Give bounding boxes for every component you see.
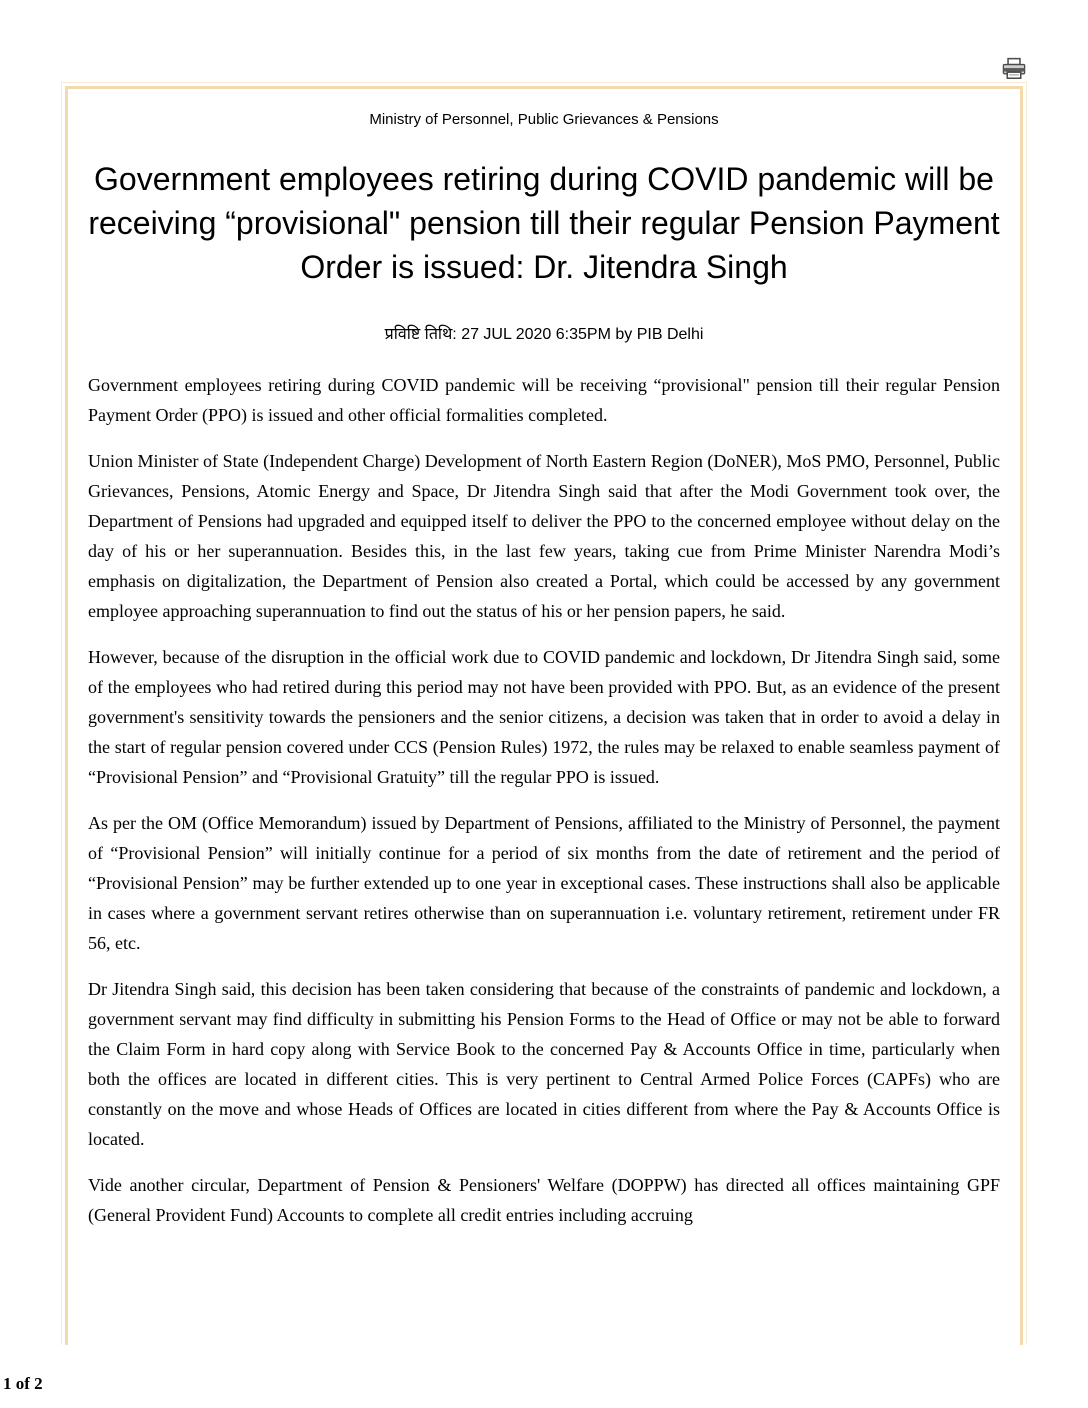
- dateline: प्रविष्टि तिथि: 27 JUL 2020 6:35PM by PIB Delhi: [384, 326, 704, 343]
- frame-border-outer: [61, 82, 1027, 1345]
- article-body: [88, 370, 1000, 1230]
- page-title: Government employees retiring during COVID pandemic will be receiving “provisional" pension till their regular Pension Payment Order is issued: Dr. Jitendra Singh: [88, 161, 1000, 285]
- body-paragraph: Vide another circular, Department of Pension & Pensioners' Welfare (DOPPW) has directed all offices maintaining GPF (General Provident Fund) Accounts to complete all credit entries including accruing: [88, 1175, 1000, 1225]
- ministry-label: Ministry of Personnel, Public Grievances & Pensions: [369, 111, 719, 128]
- print-button[interactable]: [1000, 57, 1028, 85]
- body-paragraph: Government employees retiring during COVID pandemic will be receiving “provisional" pension till their regular Pension Payment Order (PPO) is issued and other official formalities completed.: [88, 375, 1000, 425]
- body-paragraph: Dr Jitendra Singh said, this decision has been taken considering that because of the constraints of pandemic and lockdown, a government servant may find difficulty in submitting his Pension Forms to the Head of Office or may not be able to forward the Claim Form in hard copy along with Service Book to the concerned Pay & Accounts Office in time, particularly when both the offices are located in different cities. This is very pertinent to Central Armed Police Forces (CAPFs) who are constantly on the move and whose Heads of Offices are located in cities different from where the Pay & Accounts Office is located.: [88, 979, 1000, 1149]
- body-paragraph: As per the OM (Office Memorandum) issued by Department of Pensions, affiliated to the Ministry of Personnel, the payment of “Provisional Pension” will initially continue for a period of six months from the date of retirement and the period of “Provisional Pension” may be further extended up to one year in exceptional cases. These instructions shall also be applicable in cases where a government servant retires otherwise than on superannuation i.e. voluntary retirement, retirement under FR 56, etc.: [88, 813, 1000, 953]
- body-paragraph: Union Minister of State (Independent Charge) Development of North Eastern Region (DoNER), MoS PMO, Personnel, Public Grievances, Pensions, Atomic Energy and Space, Dr Jitendra Singh said that after the Modi Government took over, the Department of Pensions had upgraded and equipped itself to deliver the PPO to the concerned employee without delay on the day of his or her superannuation. Besides this, in the last few years, taking cue from Prime Minister Narendra Modi’s emphasis on digitalization, the Department of Pension also created a Portal, which could be accessed by any government employee approaching superannuation to find out the status of his or her pension papers, he said.: [88, 451, 1000, 621]
- frame-border-inner: [65, 86, 1023, 1345]
- page-number-indicator: 1 of 2: [3, 1374, 43, 1393]
- body-paragraph: However, because of the disruption in the official work due to COVID pandemic and lockdown, Dr Jitendra Singh said, some of the employees who had retired during this period may not have been provided with PPO. But, as an evidence of the present government's sensitivity towards the pensioners and the senior citizens, a decision was taken that in order to avoid a delay in the start of regular pension covered under CCS (Pension Rules) 1972, the rules may be relaxed to enable seamless payment of “Provisional Pension” and “Provisional Gratuity” till the regular PPO is issued.: [88, 647, 1000, 787]
- document-frame: [61, 82, 1027, 1345]
